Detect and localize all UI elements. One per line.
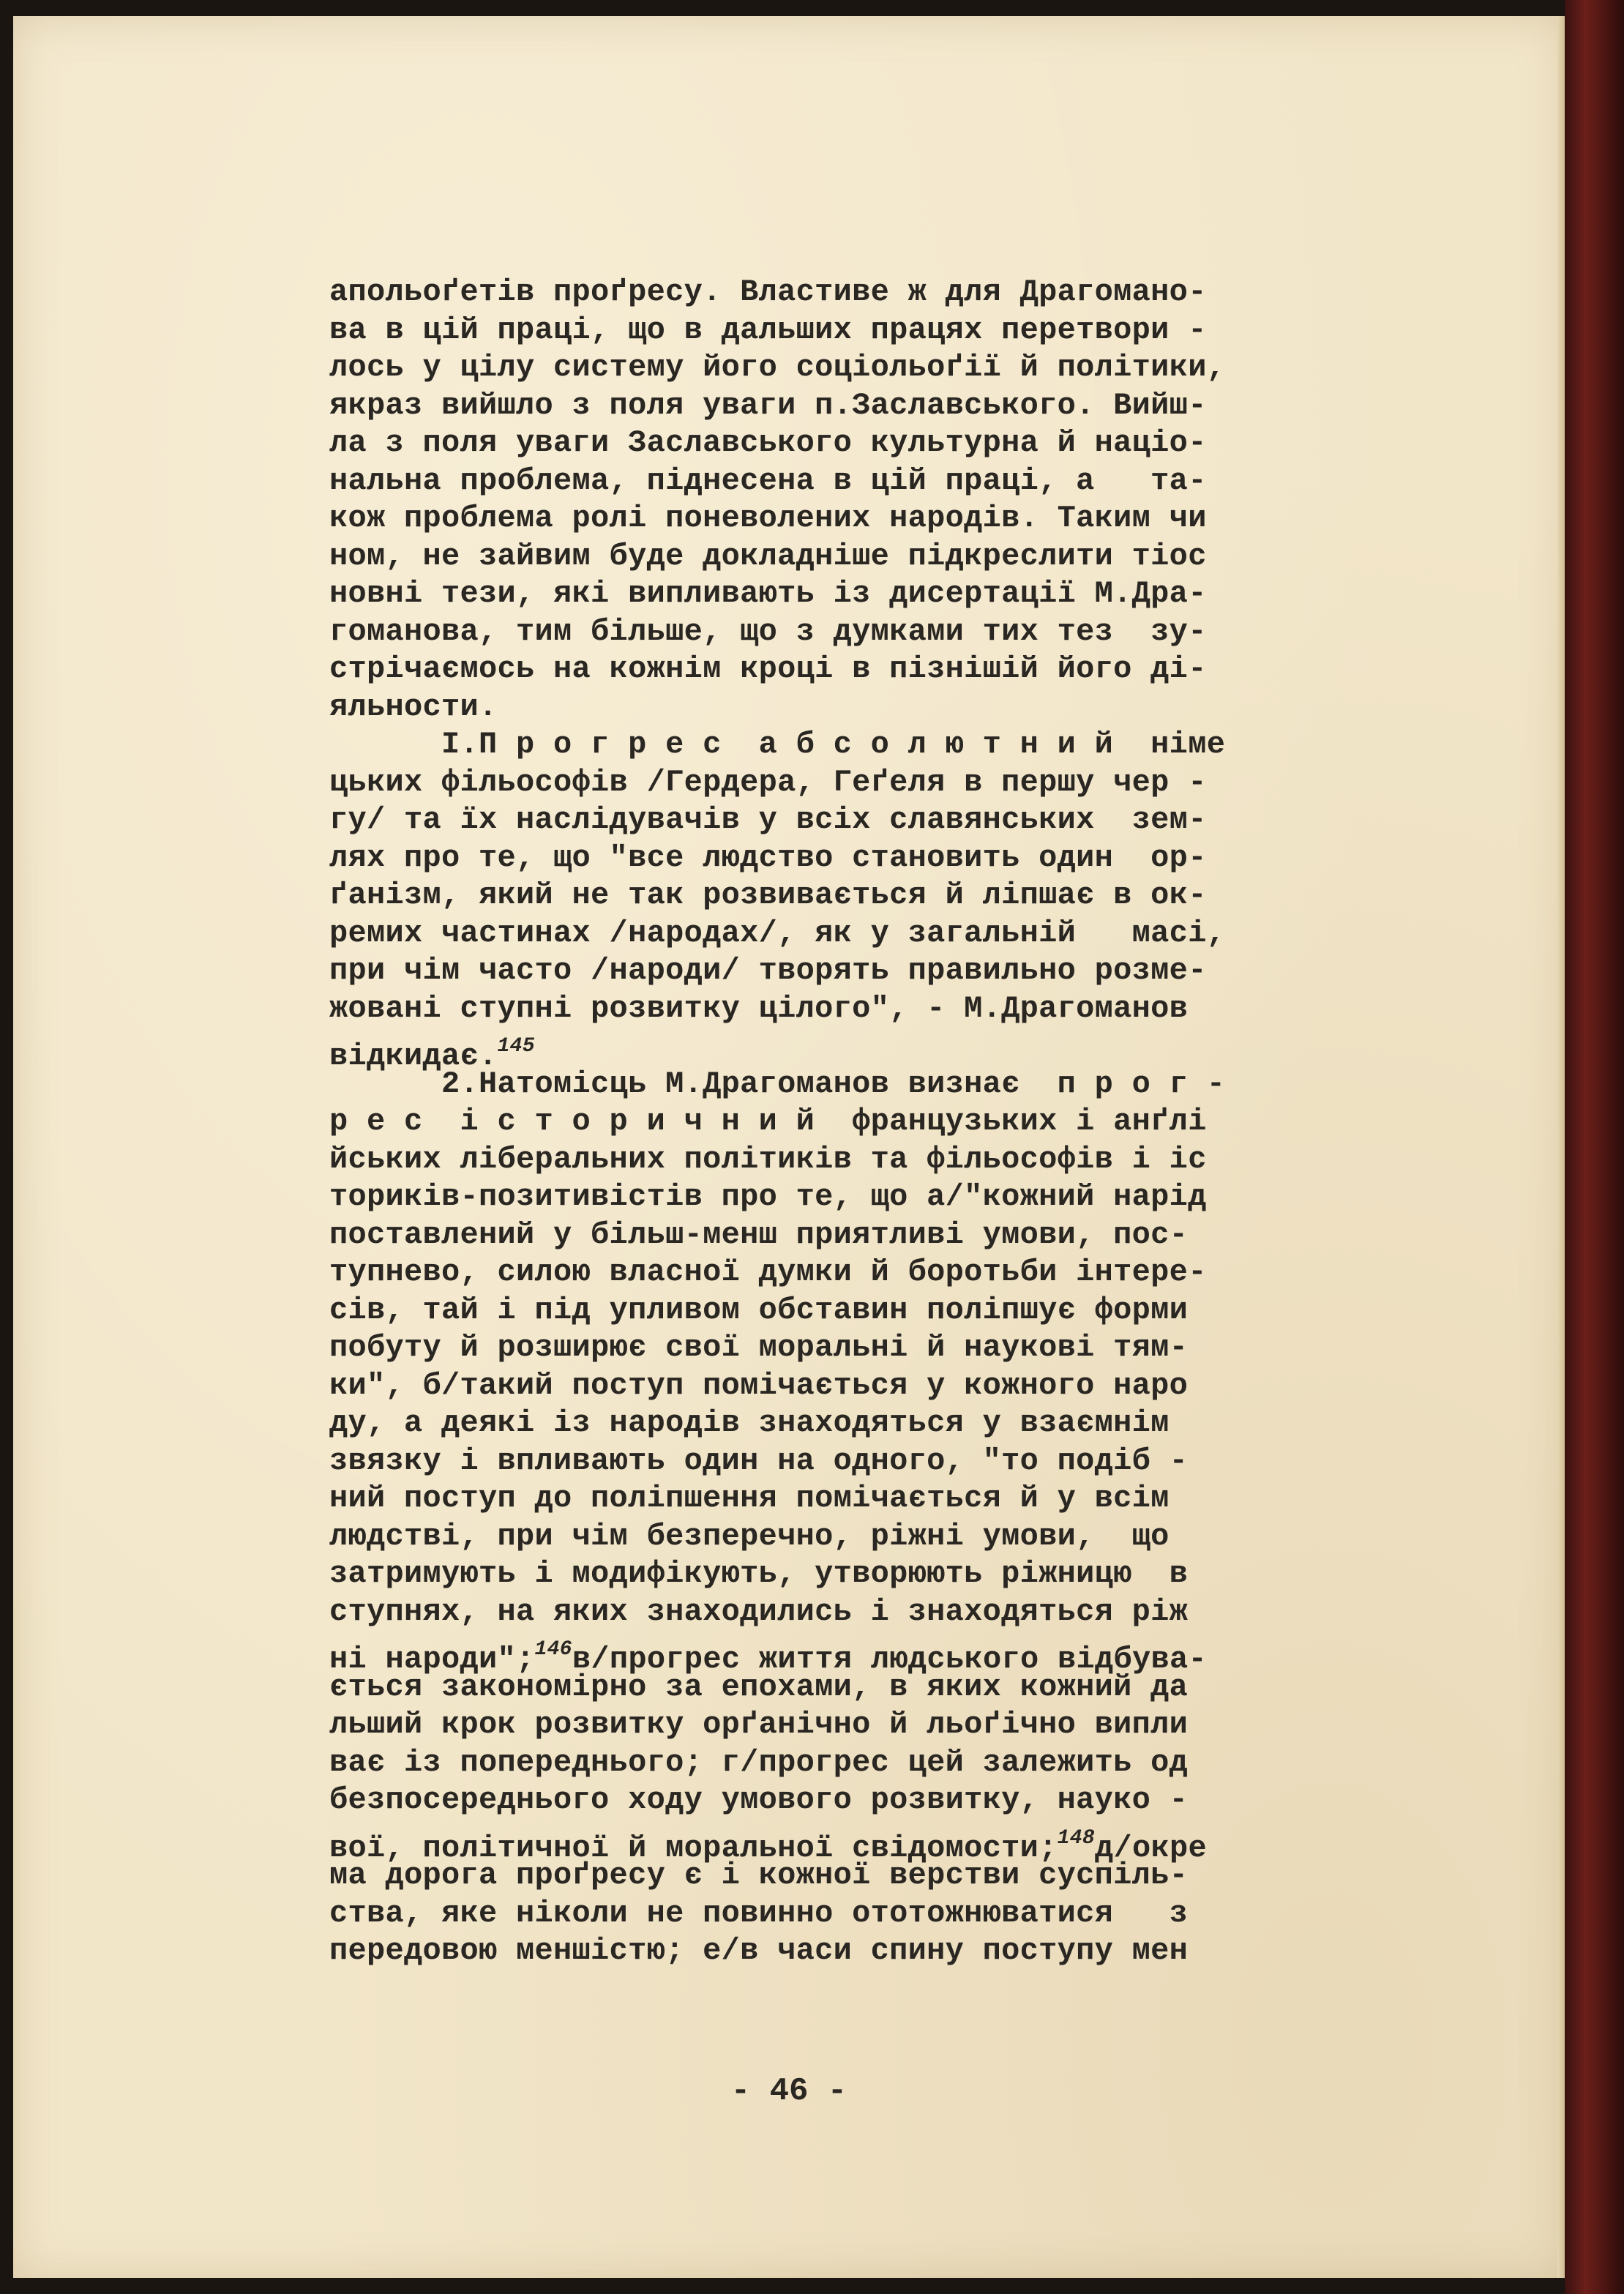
footnote-marker: 145 [497, 1035, 535, 1058]
text-line: побуту й розширює свої моральні й наукові тям- [329, 1330, 1189, 1365]
text-line: йських ліберальних політиків та фільософів і іс [329, 1141, 1207, 1177]
text-line [329, 1631, 1471, 1677]
footnote-marker: 148 [1057, 1826, 1095, 1850]
text-line: льший крок розвитку орґанічно й льоґічно випли [329, 1707, 1189, 1742]
text-line: ла з поля уваги Заславського культурна й націо- [329, 425, 1207, 460]
text-line: новні тези, які випливають із дисертації М.Дра- [329, 576, 1207, 611]
text-line: ває із попереднього; г/прогрес цей залежить од [329, 1744, 1189, 1780]
text-line: лях про те, що "все людство становить один ор- [329, 840, 1207, 875]
text-line: безпосереднього ходу умового розвитку, науко - [329, 1782, 1189, 1817]
document-page [13, 16, 1565, 2278]
text-line: ступнях, на яких знаходились і знаходяться ріж [329, 1594, 1189, 1629]
text-line: ва в цій праці, що в дальших працях перетвори - [329, 312, 1207, 348]
text-line: ється закономірно за епохами, в яких кожний да [329, 1669, 1189, 1705]
text-line: стрічаємось на кожнім кроці в пізнішій його ді- [329, 651, 1207, 687]
text-line: затримують і модифікують, утворюють ріжницю в [329, 1556, 1189, 1591]
text-line: ний поступ до поліпшення помічається й у всім [329, 1481, 1170, 1516]
text-fragment: ні народи"; [329, 1642, 535, 1677]
text-line: при чім часто /народи/ творять правильно розме- [329, 953, 1207, 988]
page-number: - 46 - [730, 2073, 847, 2110]
text-line: лось у цілу систему його соціольоґії й політики, [329, 350, 1226, 385]
footnote-marker: 146 [534, 1638, 572, 1661]
text-line: сів, тай і під упливом обставин поліпшує форми [329, 1292, 1189, 1328]
text-line: ном, не зайвим буде докладніше підкреслити тіос [329, 538, 1207, 574]
text-line: звязку і впливають один на одного, "то подіб - [329, 1443, 1189, 1479]
text-line: ма дорога проґресу є і кожної верстви суспіль- [329, 1858, 1189, 1893]
text-line: ства, яке ніколи не повинно ототожнюватися з [329, 1895, 1189, 1931]
text-fragment: в/прогрес життя людського відбува- [572, 1642, 1207, 1677]
text-line: передовою меншістю; е/в часи спину поступу мен [329, 1933, 1189, 1968]
text-fragment: відкидає. [329, 1039, 498, 1074]
text-line: ториків-позитивістів про те, що а/"кожний нарід [329, 1179, 1207, 1214]
text-line: яльности. [329, 689, 498, 725]
text-line: гу/ та їх наслідувачів у всіх славянських зем- [329, 802, 1207, 837]
text-line: кож проблема ролі поневолених народів. Таким чи [329, 501, 1207, 536]
text-line: ки", б/такий поступ помічається у кожного наро [329, 1367, 1189, 1403]
text-line: 2.Натомісць М.Драгоманов визнає п р о г - [329, 1066, 1226, 1102]
text-line: ґанізм, який не так розвивається й ліпшає в ок- [329, 878, 1207, 913]
text-line [329, 1820, 1471, 1866]
text-line: І.П р о г р е с а б с о л ю т н и й німе [329, 727, 1226, 762]
text-line: цьких фільософів /Гердера, Геґеля в першу чер - [329, 764, 1207, 800]
page-text-body [329, 274, 1471, 1970]
text-line: тупнево, силою власної думки й боротьби інтере- [329, 1255, 1207, 1290]
text-line: ду, а деякі із народів знаходяться у взаємнім [329, 1405, 1170, 1441]
text-line: нальна проблема, піднесена в цій праці, а та- [329, 463, 1207, 498]
text-line: р е с і с т о р и ч н и й французьких і анґлі [329, 1104, 1207, 1139]
text-fragment: д/окре [1094, 1830, 1208, 1866]
text-line: людстві, при чім безперечно, ріжні умови, що [329, 1518, 1170, 1554]
text-fragment: вої, політичної й моральної свідомости; [329, 1830, 1058, 1866]
text-line [329, 1028, 1471, 1074]
text-line: апольоґетів проґресу. Властиве ж для Драгомано- [329, 274, 1207, 310]
text-line: поставлений у більш-менш приятливі умови, пос- [329, 1217, 1189, 1252]
book-binding [1565, 0, 1624, 2294]
text-line: гоманова, тим більше, що з думками тих тез зу- [329, 613, 1207, 649]
text-line: жовані ступні розвитку цілого", - М.Драгоманов [329, 990, 1189, 1026]
text-line: якраз вийшло з поля уваги п.Заславського. Вийш- [329, 387, 1207, 423]
text-line: ремих частинах /народах/, як у загальній масі, [329, 915, 1226, 951]
